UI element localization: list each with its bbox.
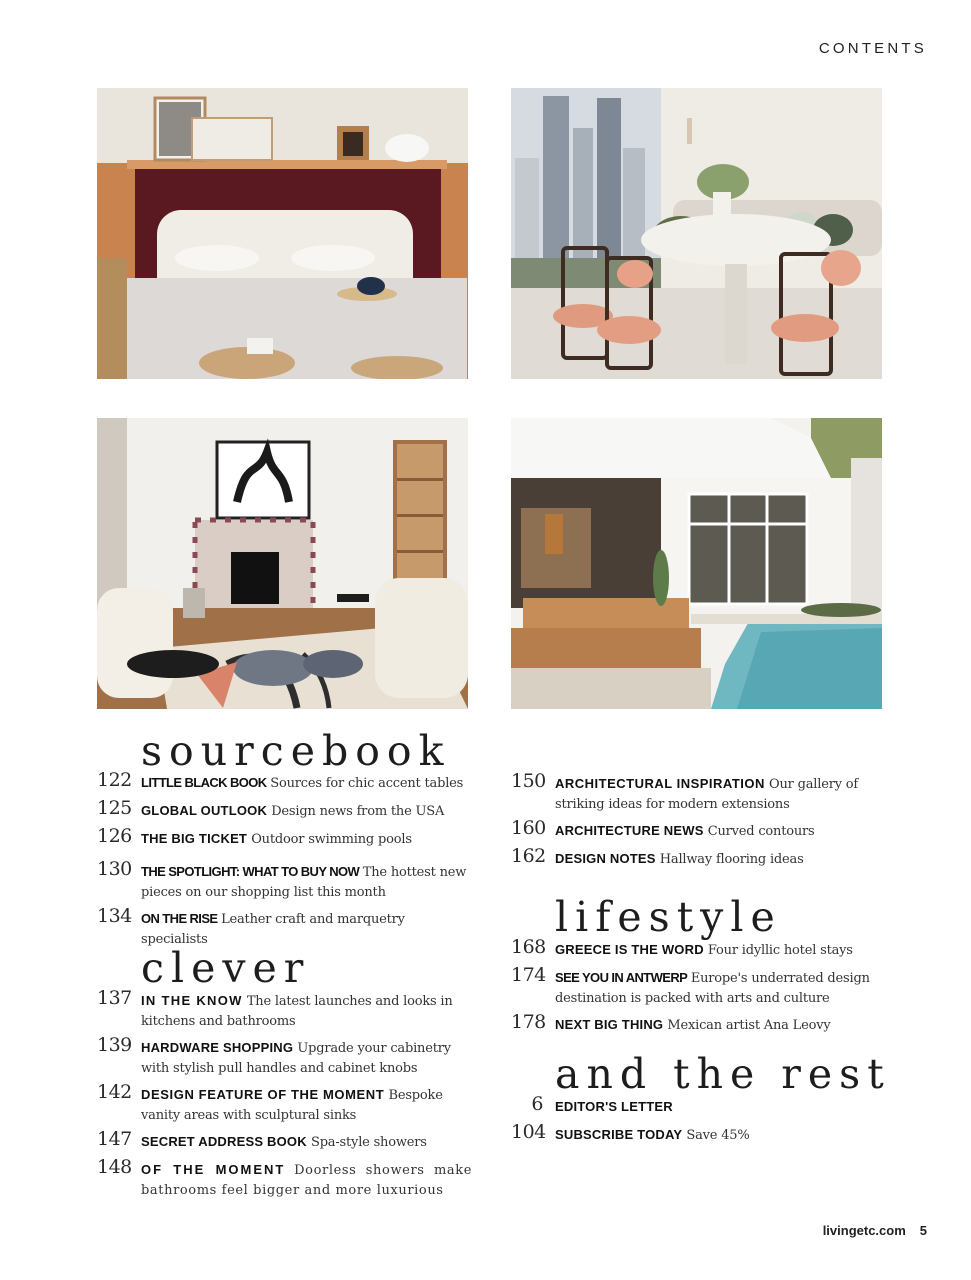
entry-description: Europe's underrated design destination is packed with arts and culture — [555, 971, 870, 1006]
page-footer — [823, 1223, 927, 1238]
entry-keyword: SEE YOU IN ANTWERP — [555, 970, 688, 985]
entry-keyword: ON THE RISE — [141, 911, 218, 926]
section-title-lifestyle: lifestyle — [555, 893, 782, 941]
entry-keyword: DESIGN FEATURE OF THE MOMENT — [141, 1087, 385, 1102]
entry-description: Bespoke vanity areas with sculptural sinks — [141, 1088, 443, 1123]
page-number: 126 — [97, 825, 132, 847]
toc-entry[interactable] — [511, 1121, 886, 1146]
toc-entry[interactable] — [97, 769, 472, 794]
entry-keyword: NEXT BIG THING — [555, 1017, 664, 1032]
entry-description: Leather craft and marquetry specialists — [141, 912, 405, 947]
entry-description: Our gallery of striking ideas for modern extensions — [555, 777, 859, 812]
entry-description: Doorless showers make bathrooms feel bigger and more luxurious — [141, 1163, 472, 1198]
toc-entry[interactable] — [97, 858, 472, 902]
page-number: 150 — [511, 770, 546, 792]
toc-entry[interactable] — [511, 817, 886, 842]
entry-description: Mexican artist Ana Leovy — [667, 1018, 831, 1033]
entry-keyword: EDITOR'S LETTER — [555, 1099, 673, 1114]
entry-keyword: HARDWARE SHOPPING — [141, 1040, 294, 1055]
toc-entry[interactable] — [97, 1081, 472, 1125]
page-number: 104 — [511, 1121, 546, 1143]
toc-entry[interactable] — [97, 905, 472, 949]
entry-keyword: THE BIG TICKET — [141, 831, 248, 846]
entry-description: Four idyllic hotel stays — [707, 943, 853, 958]
entry-keyword: GLOBAL OUTLOOK — [141, 803, 268, 818]
page-number: 130 — [97, 858, 132, 880]
page-number: 162 — [511, 845, 546, 867]
entry-description: Design news from the USA — [271, 804, 445, 819]
entry-description: Hallway flooring ideas — [659, 852, 804, 867]
page-number: 6 — [531, 1093, 543, 1115]
entry-keyword: THE SPOTLIGHT: WHAT TO BUY NOW — [141, 864, 360, 879]
entry-keyword: OF THE MOMENT — [141, 1162, 286, 1177]
toc-entry[interactable] — [511, 845, 886, 870]
entry-description: Save 45% — [686, 1128, 750, 1143]
page-number: 142 — [97, 1081, 132, 1103]
footer-page-number: 5 — [919, 1223, 927, 1238]
toc-entry[interactable] — [97, 797, 472, 822]
entry-keyword: DESIGN NOTES — [555, 851, 656, 866]
toc-entry[interactable] — [511, 1093, 886, 1118]
site-url: livingetc.com — [822, 1223, 906, 1238]
page-number: 147 — [97, 1128, 132, 1150]
entry-keyword: SECRET ADDRESS BOOK — [141, 1134, 307, 1149]
entry-keyword: LITTLE BLACK BOOK — [141, 775, 267, 790]
pool-house-photo — [511, 418, 882, 709]
entry-keyword: IN THE KNOW — [141, 993, 243, 1008]
entry-description: Upgrade your cabinetry with stylish pull handles and cabinet knobs — [141, 1041, 451, 1076]
bedroom-photo — [97, 88, 468, 379]
toc-entry[interactable] — [511, 964, 886, 1008]
entry-description: The latest launches and looks in kitchens and bathrooms — [141, 994, 453, 1029]
section-title-sourcebook: sourcebook — [141, 727, 451, 775]
entry-description: Spa-style showers — [310, 1135, 427, 1150]
entry-keyword: ARCHITECTURAL INSPIRATION — [555, 776, 765, 791]
page-number: 125 — [97, 797, 132, 819]
entry-description: Curved contours — [707, 824, 815, 839]
entry-keyword: ARCHITECTURE NEWS — [555, 823, 704, 838]
toc-entry[interactable] — [97, 825, 472, 850]
page-number: 134 — [97, 905, 132, 927]
page-number: 122 — [97, 769, 132, 791]
toc-entry[interactable] — [511, 770, 886, 814]
page-number: 168 — [511, 936, 546, 958]
toc-entry[interactable] — [511, 1011, 886, 1036]
page-number: 148 — [97, 1156, 132, 1178]
balcony-dining-photo — [511, 88, 882, 379]
entry-description: The hottest new pieces on our shopping list this month — [141, 865, 467, 900]
entry-description: Outdoor swimming pools — [251, 832, 412, 847]
toc-entry[interactable] — [97, 1156, 472, 1200]
toc-entry[interactable] — [97, 1034, 472, 1078]
page-number: 174 — [511, 964, 546, 986]
entry-description: Sources for chic accent tables — [270, 776, 464, 791]
living-room-photo — [97, 418, 468, 709]
entry-keyword: GREECE IS THE WORD — [555, 942, 704, 957]
entry-keyword: SUBSCRIBE TODAY — [555, 1127, 683, 1142]
section-title-and-the-rest: and the rest — [555, 1050, 891, 1098]
page-number: 178 — [511, 1011, 546, 1033]
page-number: 139 — [97, 1034, 132, 1056]
page-number: 160 — [511, 817, 546, 839]
toc-entry[interactable] — [97, 987, 472, 1031]
toc-entry[interactable] — [511, 936, 886, 961]
page-number: 137 — [97, 987, 132, 1009]
page-section-label: CONTENTS — [818, 40, 927, 57]
section-title-clever: clever — [141, 944, 311, 992]
toc-entry[interactable] — [97, 1128, 472, 1153]
